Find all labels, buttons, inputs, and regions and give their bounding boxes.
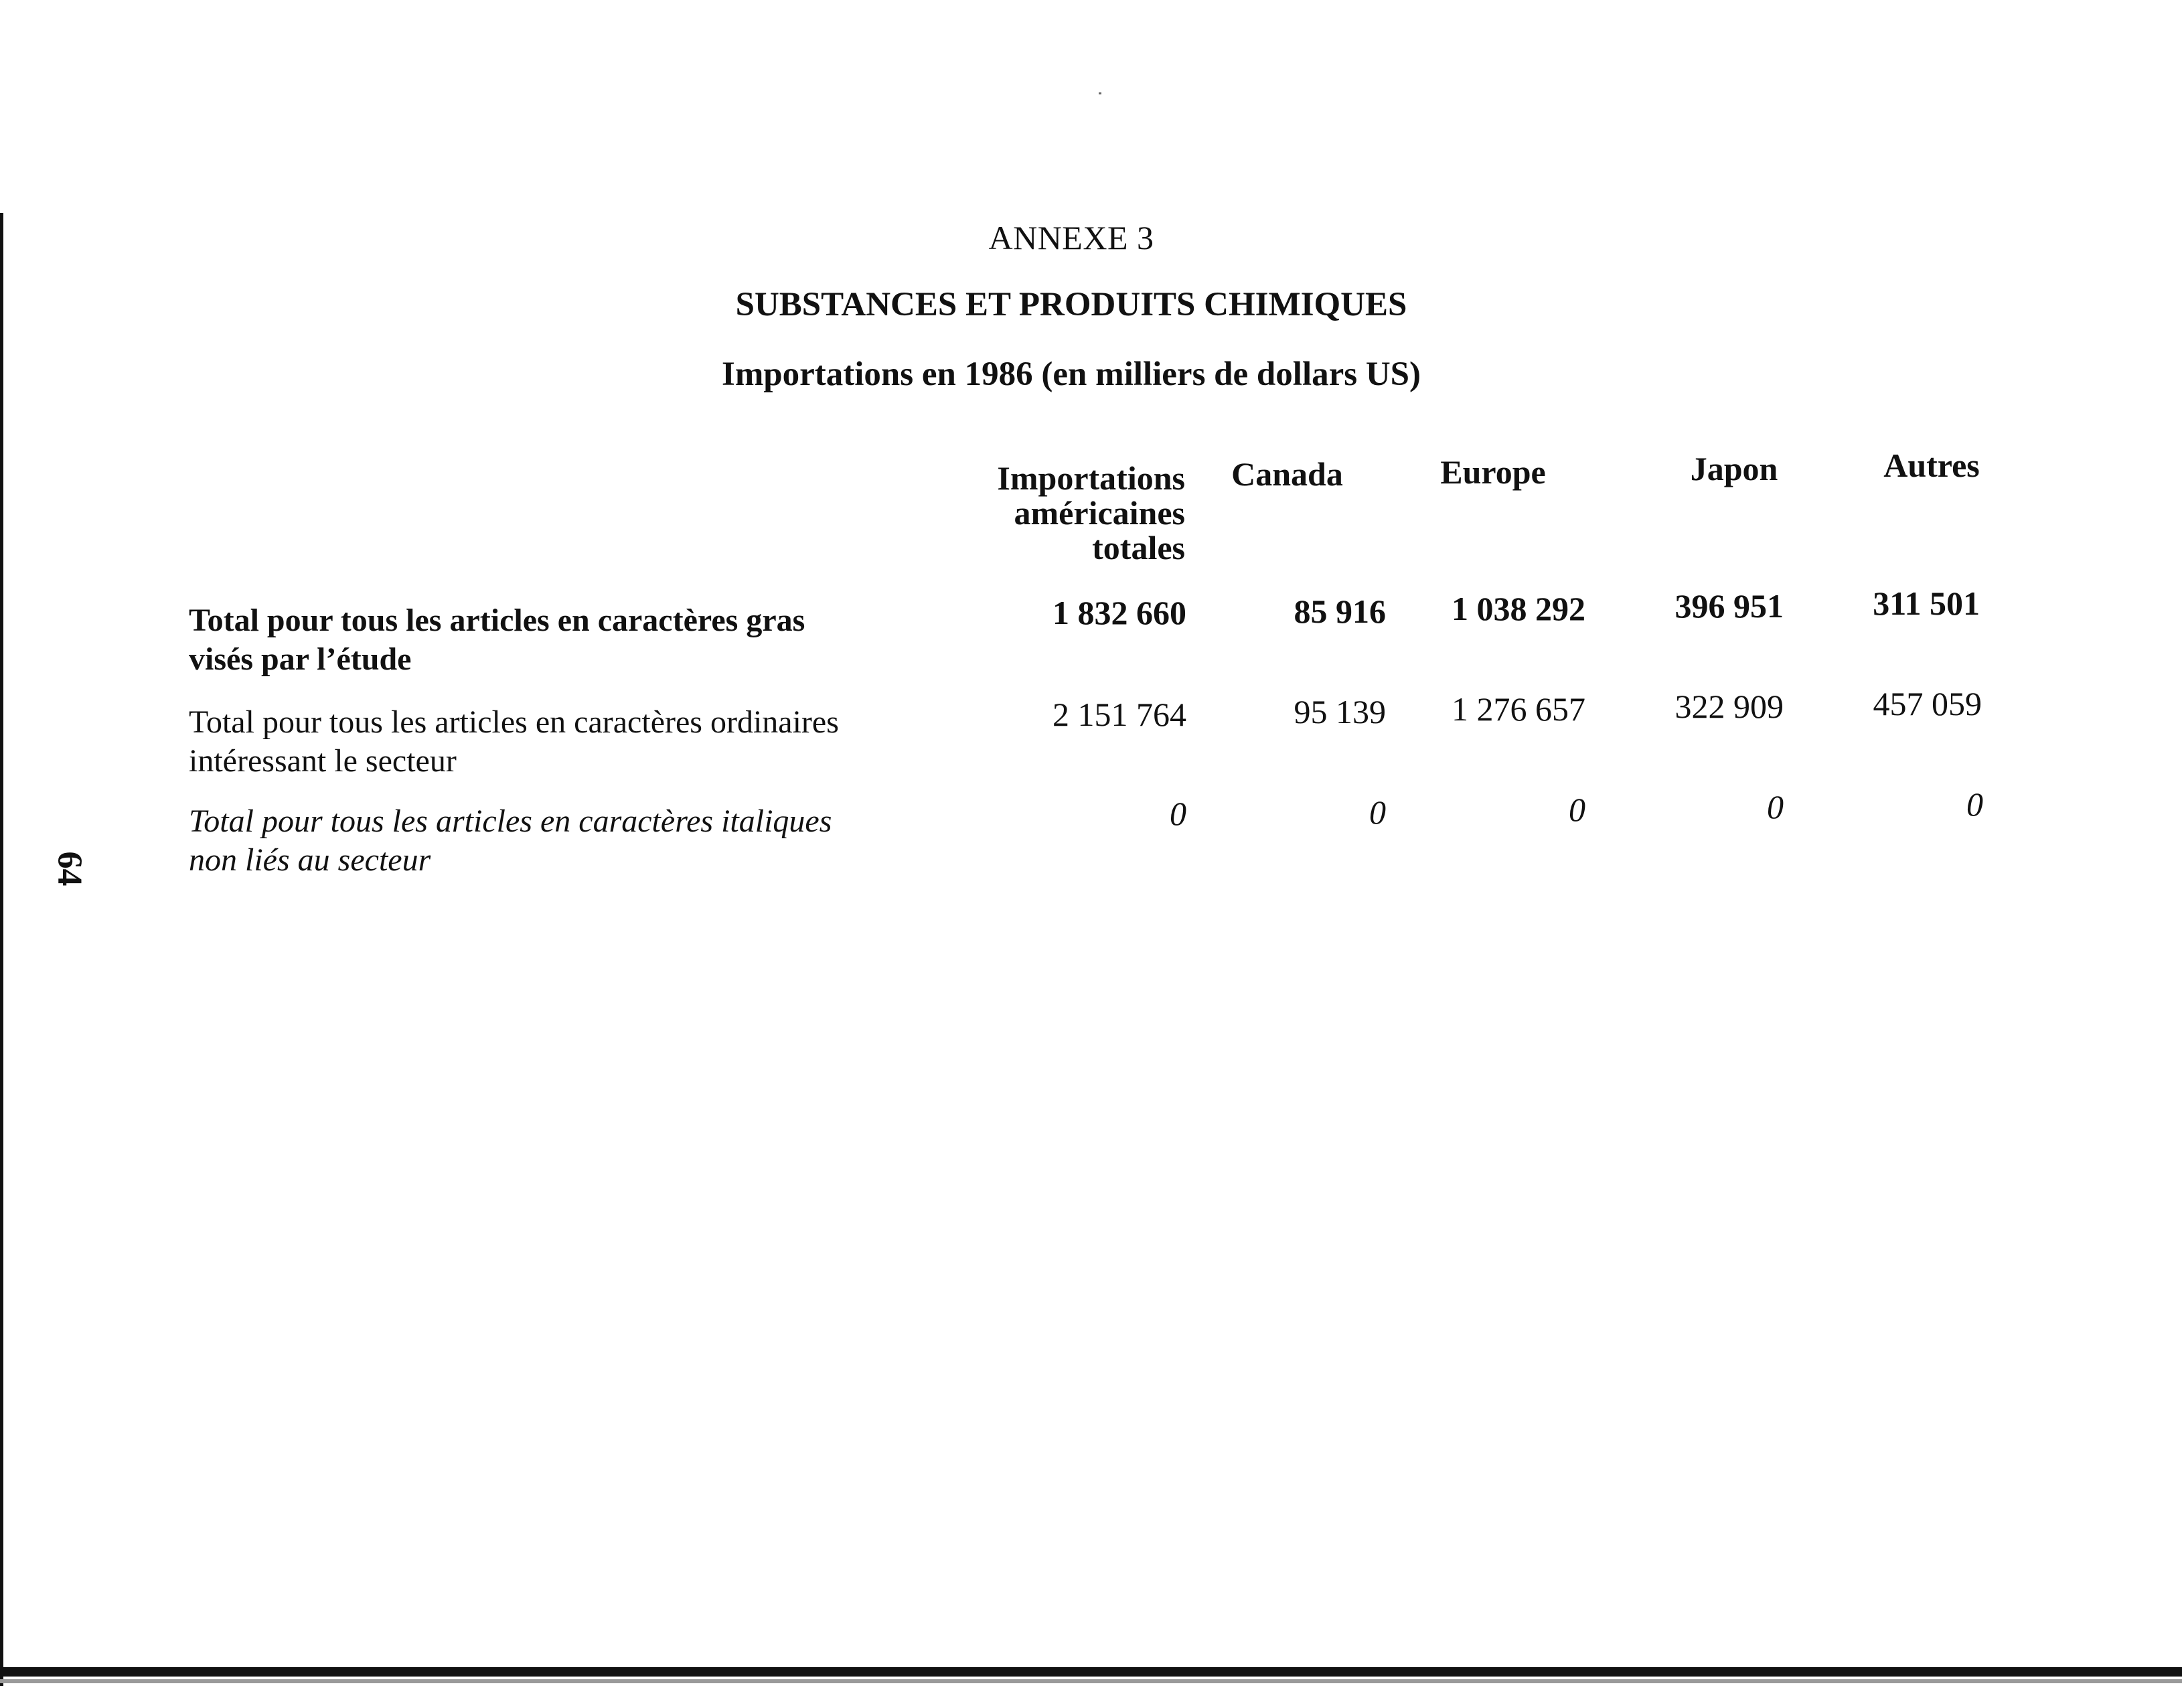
document-title: SUBSTANCES ET PRODUITS CHIMIQUES: [735, 286, 1407, 323]
column-header-japon: Japon: [1690, 450, 1778, 487]
cell-regular-total: 2 151 764: [1053, 696, 1186, 733]
row-label-line: Total pour tous les articles en caractères gras: [189, 603, 805, 638]
column-header-total-line1: Importations: [997, 459, 1185, 497]
cell-regular-europe: 1 276 657: [1452, 690, 1585, 728]
column-header-europe: Europe: [1440, 453, 1546, 491]
cell-regular-japon: 322 909: [1674, 688, 1784, 725]
row-label-line: Total pour tous les articles en caractères ordinaires: [189, 704, 839, 740]
cell-italic-canada: 0: [1369, 793, 1386, 831]
page-edge-bottom: [0, 1667, 2182, 1677]
cell-italic-total: 0: [1170, 795, 1186, 832]
cell-regular-canada: 95 139: [1294, 693, 1386, 730]
cell-italic-europe: 0: [1569, 791, 1585, 828]
page-edge-bottom-shadow: [0, 1679, 2182, 1683]
scan-mark: [1099, 92, 1101, 94]
column-header-canada: Canada: [1231, 455, 1343, 493]
row-label-line: non liés au secteur: [189, 842, 431, 878]
column-header-total-line2: américaines: [1014, 494, 1185, 532]
cell-italic-japon: 0: [1767, 788, 1784, 826]
cell-bold-autres: 311 501: [1873, 585, 1980, 622]
cell-regular-autres: 457 059: [1873, 685, 1982, 722]
cell-bold-total: 1 832 660: [1053, 594, 1186, 631]
cell-bold-japon: 396 951: [1674, 587, 1784, 625]
cell-italic-autres: 0: [1966, 785, 1983, 823]
column-header-total-line3: totales: [1092, 529, 1185, 566]
row-label-bold-articles: [189, 601, 912, 679]
page-edge-left: [0, 213, 3, 1686]
cell-bold-canada: 85 916: [1294, 593, 1386, 630]
page-number: 64: [50, 851, 89, 886]
column-header-total-imports: [924, 461, 1185, 565]
row-label-regular-articles: [189, 703, 912, 781]
annexe-label: ANNEXE 3: [988, 219, 1154, 256]
document-subtitle: Importations en 1986 (en milliers de dollars US): [721, 356, 1421, 393]
column-header-autres: Autres: [1883, 447, 1980, 484]
cell-bold-europe: 1 038 292: [1452, 590, 1585, 627]
row-label-line: visés par l’étude: [189, 641, 412, 677]
row-label-line: intéressant le secteur: [189, 743, 457, 779]
row-label-line: Total pour tous les articles en caractères italiques: [189, 803, 832, 839]
row-label-italic-articles: [189, 802, 912, 880]
